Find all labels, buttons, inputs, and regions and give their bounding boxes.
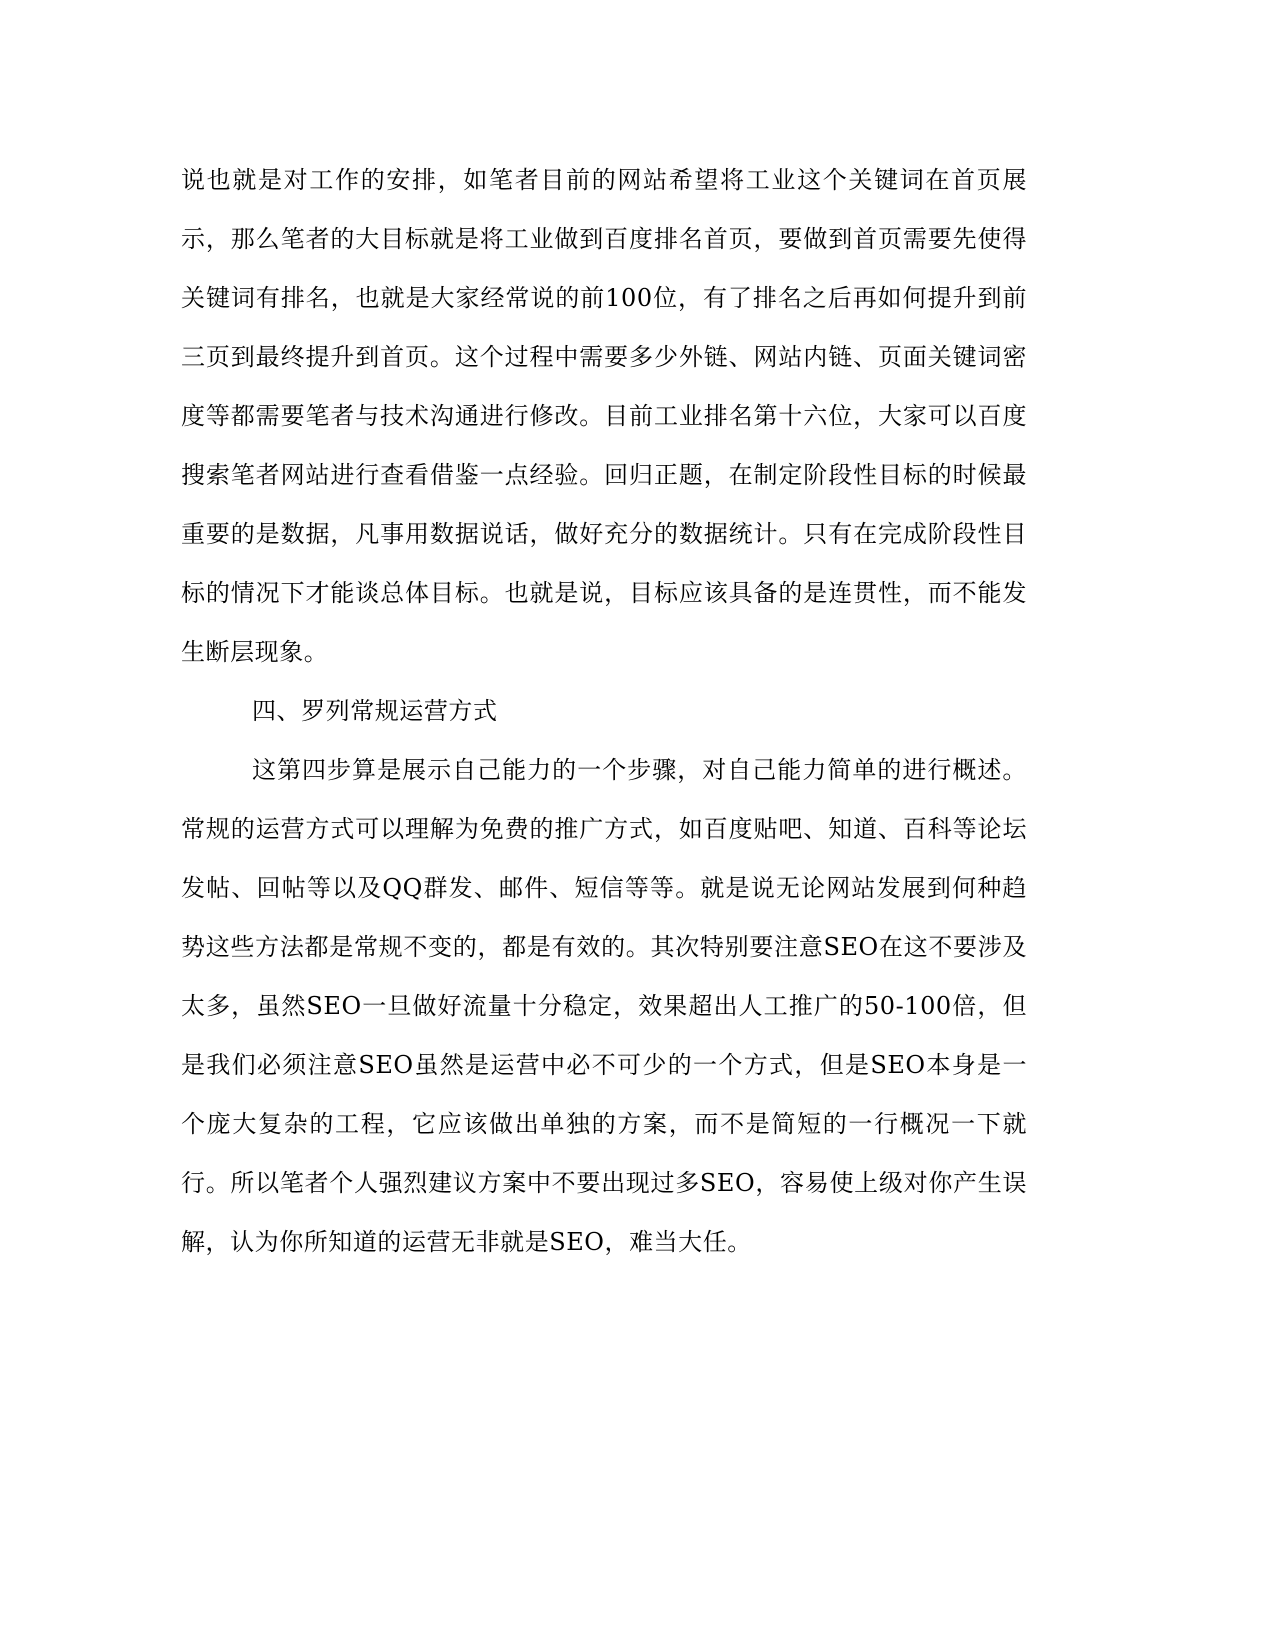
- paragraph-operations: 这第四步算是展示自己能力的一个步骤，对自己能力简单的进行概述。常规的运营方式可以理解为免费的推广方式，如百度贴吧、知道、百科等论坛发帖、回帖等以及QQ群发、邮件、短信等等。就是说无论网站发展到何种趋势这些方法都是常规不变的，都是有效的。其次特别要注意SEO在这不要涉及太多，虽然SEO一旦做好流量十分稳定，效果超出人工推广的50-100倍，但是我们必须注意SEO虽然是运营中必不可少的一个方式，但是SEO本身是一个庞大复杂的工程，它应该做出单独的方案，而不是简短的一行概况一下就行。所以笔者个人强烈建议方案中不要出现过多SEO，容易使上级对你产生误解，认为你所知道的运营无非就是SEO，难当大任。: [181, 756, 1027, 1256]
- section-heading-operations: 四、罗列常规运营方式: [252, 697, 498, 725]
- paragraph-stage-goals: 说也就是对工作的安排，如笔者目前的网站希望将工业这个关键词在首页展示，那么笔者的大目标就是将工业做到百度排名首页，要做到首页需要先使得关键词有排名，也就是大家经常说的前100位，有了排名之后再如何提升到前三页到最终提升到首页。这个过程中需要多少外链、网站内链、页面关键词密度等都需要笔者与技术沟通进行修改。目前工业排名第十六位，大家可以百度搜索笔者网站进行查看借鉴一点经验。回归正题，在制定阶段性目标的时候最重要的是数据，凡事用数据说话，做好充分的数据统计。只有在完成阶段性目标的情况下才能谈总体目标。也就是说，目标应该具备的是连贯性，而不能发生断层现象。: [181, 166, 1027, 666]
- document-body: [181, 151, 1027, 1272]
